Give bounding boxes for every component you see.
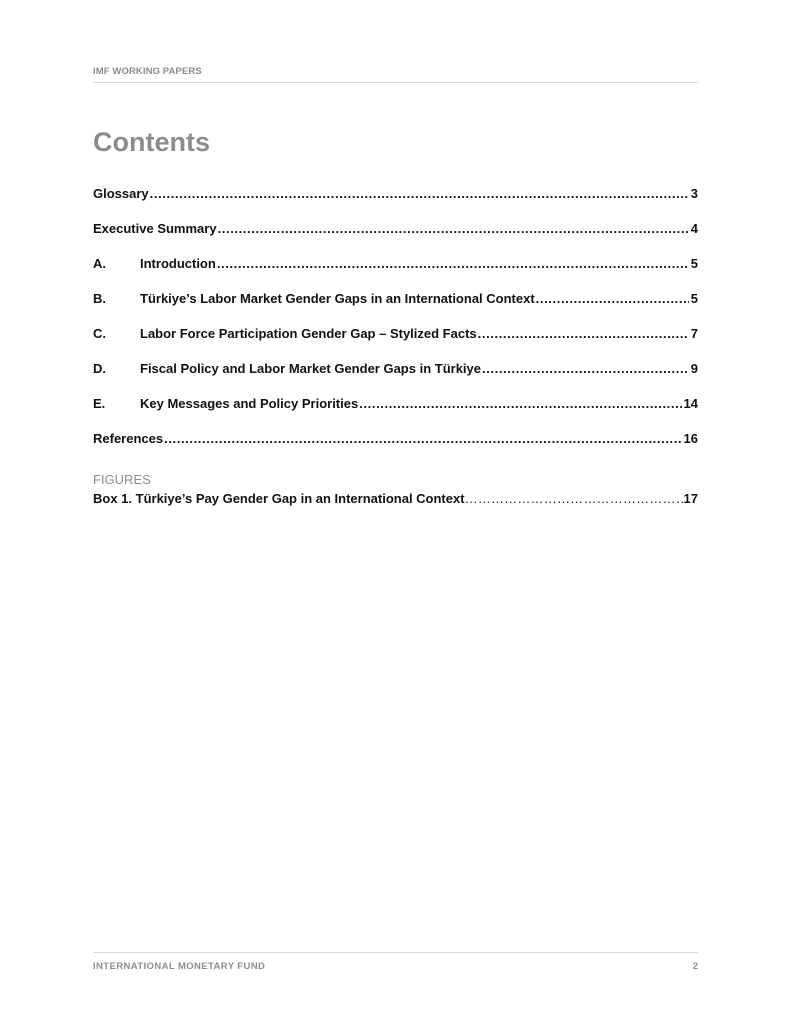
toc-leader: [150, 186, 689, 201]
toc-entry-title: Introduction: [140, 256, 216, 271]
toc-leader: [218, 221, 689, 236]
toc-leader: [536, 291, 689, 306]
toc-entry-page: 7: [690, 326, 698, 341]
toc-entry-letter: D.: [93, 361, 106, 376]
figure-entry-box-1[interactable]: [93, 491, 698, 506]
toc-entry-title: Türkiye’s Labor Market Gender Gaps in an International Context: [140, 291, 535, 306]
toc-entry-page: 16: [683, 431, 698, 446]
toc-entry-title: References: [93, 431, 164, 446]
toc-leader: [478, 326, 689, 341]
toc-entry-letter: C.: [93, 326, 106, 341]
toc-entry-letter: B.: [93, 291, 106, 306]
toc-entry-page: 5: [690, 291, 698, 306]
figure-entry-page: 17: [683, 491, 698, 506]
toc-entry-stylized-facts[interactable]: [93, 326, 698, 361]
figure-leader: [465, 491, 684, 506]
toc-entry-page: 9: [690, 361, 698, 376]
toc-leader: [359, 396, 681, 411]
toc-entry-title: Key Messages and Policy Priorities: [140, 396, 359, 411]
toc-entry-executive-summary[interactable]: [93, 221, 698, 256]
toc-entry-title: Labor Force Participation Gender Gap – Stylized Facts: [140, 326, 477, 341]
toc-entry-fiscal-policy[interactable]: [93, 361, 698, 396]
toc-entry-title: Fiscal Policy and Labor Market Gender Gaps in Türkiye: [140, 361, 481, 376]
figure-entry-title: Box 1. Türkiye’s Pay Gender Gap in an International Context: [93, 491, 465, 506]
toc-entry-page: 4: [690, 221, 698, 236]
toc-entry-page: 3: [690, 186, 698, 201]
toc-entry-introduction[interactable]: [93, 256, 698, 291]
toc-leader: [482, 361, 689, 376]
toc-entry-page: 14: [683, 396, 698, 411]
toc-leader: [217, 256, 689, 271]
page-title: Contents: [93, 127, 210, 157]
table-of-contents: [93, 186, 698, 466]
toc-leader: [164, 431, 681, 446]
header-divider: [93, 82, 698, 83]
toc-entry-title: Glossary: [93, 186, 149, 201]
toc-entry-references[interactable]: [93, 431, 698, 466]
running-header: IMF WORKING PAPERS: [93, 66, 202, 77]
toc-entry-letter: A.: [93, 256, 106, 271]
toc-entry-page: 5: [690, 256, 698, 271]
figures-heading: FIGURES: [93, 472, 151, 487]
toc-entry-letter: E.: [93, 396, 106, 411]
toc-entry-key-messages[interactable]: [93, 396, 698, 431]
footer-page-number: 2: [692, 961, 698, 972]
toc-entry-labor-market-gender-gaps[interactable]: [93, 291, 698, 326]
toc-entry-title: Executive Summary: [93, 221, 217, 236]
footer-organization: INTERNATIONAL MONETARY FUND: [93, 961, 266, 972]
footer-divider: [93, 952, 698, 953]
toc-entry-glossary[interactable]: [93, 186, 698, 221]
